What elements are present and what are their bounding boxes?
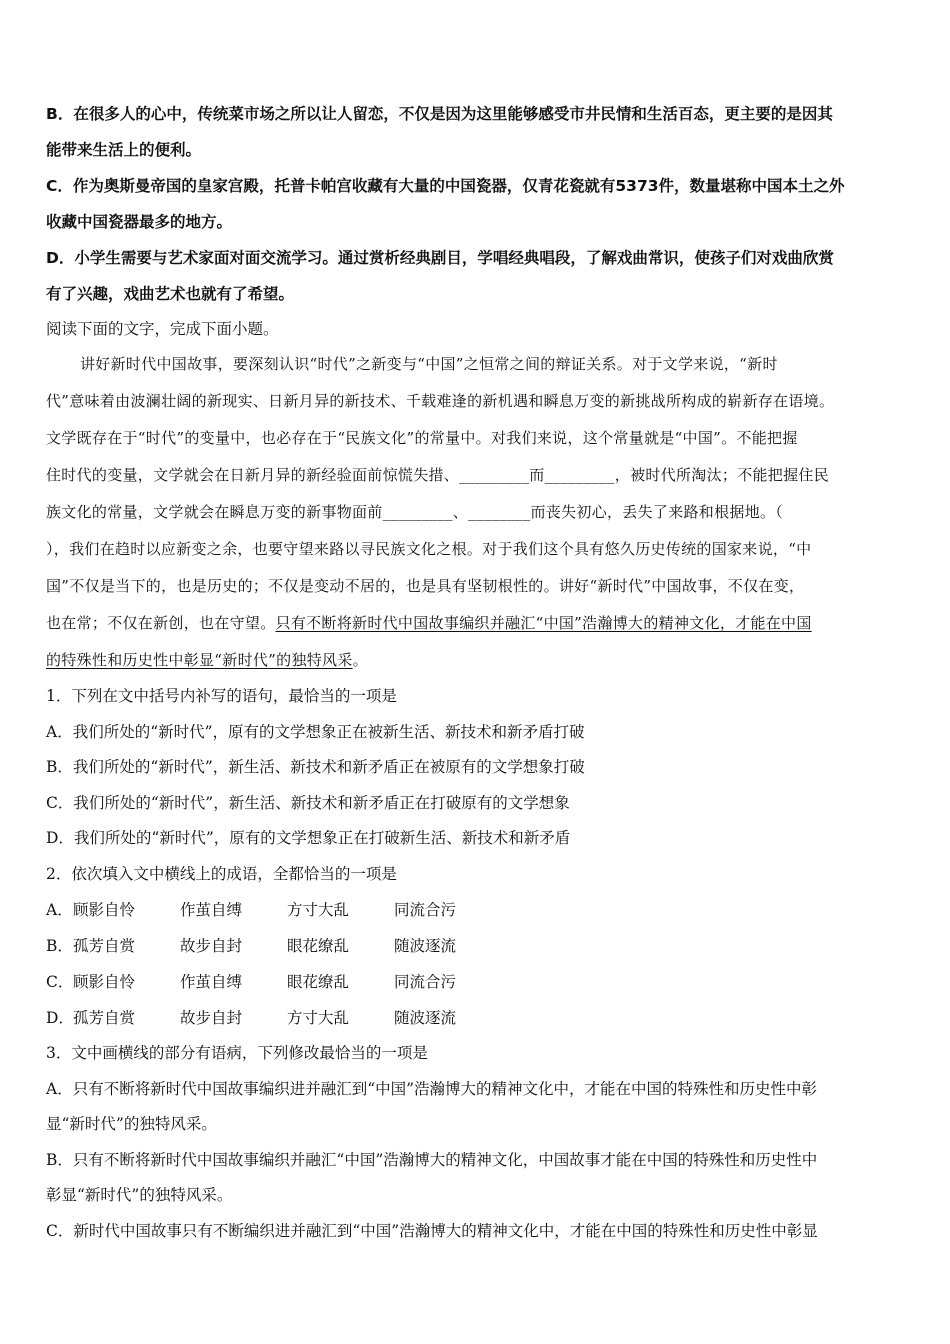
passage-line: 国”不仅是当下的，也是历史的；不仅是变动不居的，也是具有坚韧根性的。讲好“新时代”中国故事，不仅在变，	[46, 577, 805, 595]
question-1	[46, 679, 908, 857]
text-line: 能带来生活上的便利。	[46, 141, 202, 159]
idiom: 随波逐流	[394, 937, 457, 955]
text-line: D．小学生需要与艺术家面对面交流学习。通过赏析经典剧目，学唱经典唱段，了解戏曲常识，使孩子们对戏曲欣赏	[46, 249, 834, 267]
passage-text: 。	[352, 651, 368, 669]
answer-option	[46, 1000, 908, 1036]
text-line: C．作为奥斯曼帝国的皇家宫殿，托普卡帕宫收藏有大量的中国瓷器，仅青花瓷就有5373件，数量堪称中国本土之外	[46, 177, 845, 195]
text-line: B．在很多人的心中，传统菜市场之所以让人留恋，不仅是因为这里能够感受市井民情和生活百态，更主要的是因其	[46, 105, 833, 123]
idiom: 眼花缭乱	[287, 937, 350, 955]
passage-line: 住时代的变量，文学就会在日新月异的新经验面前惊慌失措、_________而_________，被时代所淘汰；不能把握住民	[46, 466, 830, 484]
idiom: 方寸大乱	[287, 1009, 350, 1027]
underlined-sentence: 只有不断将新时代中国故事编织并融汇“中国”浩瀚博大的精神文化，才能在中国	[275, 614, 812, 632]
idiom: 故步自封	[180, 1009, 243, 1027]
idiom: 随波逐流	[394, 1009, 457, 1027]
question-stem: 2．依次填入文中横线上的成语，全都恰当的一项是	[46, 864, 397, 883]
question-stem: 1．下列在文中括号内补写的语句，最恰当的一项是	[46, 687, 397, 705]
option-label: C．	[46, 973, 74, 991]
answer-option: A．我们所处的“新时代”，原有的文学想象正在被新生活、新技术和新矛盾打破	[46, 722, 585, 741]
idiom: 同流合污	[394, 901, 457, 919]
question-2	[46, 857, 908, 1037]
reading-passage	[46, 346, 908, 679]
idiom: 故步自封	[180, 937, 243, 955]
underlined-sentence: 的特殊性和历史性中彰显“新时代”的独特风采	[46, 651, 353, 669]
idiom: 作茧自缚	[180, 901, 243, 919]
answer-option: C．我们所处的“新时代”，新生活、新技术和新矛盾正在打破原有的文学想象	[46, 793, 570, 812]
idiom: 同流合污	[394, 973, 457, 991]
prev-option-c	[46, 168, 908, 240]
document-page	[46, 96, 908, 1249]
answer-option: D．我们所处的“新时代”，原有的文学想象正在打破新生活、新技术和新矛盾	[46, 829, 571, 847]
option-label: A．	[46, 901, 73, 919]
reading-instruction: 阅读下面的文字，完成下面小题。	[46, 320, 279, 338]
idiom: 孤芳自赏	[73, 1009, 136, 1027]
idiom: 作茧自缚	[180, 973, 243, 991]
prev-options	[46, 96, 908, 312]
idiom: 方寸大乱	[287, 901, 350, 919]
passage-line: 族文化的常量，文学就会在瞬息万变的新事物面前_________、________而丧失初心，丢失了来路和根据地。（	[46, 503, 784, 521]
option-label: D．	[46, 1009, 74, 1027]
passage-line: ），我们在趋时以应新变之余，也要守望来路以寻民族文化之根。对于我们这个具有悠久历史传统的国家来说，“中	[46, 540, 812, 558]
passage-text: 也在常；不仅在新创，也在守望。	[46, 614, 276, 632]
prev-option-d	[46, 240, 908, 312]
passage-line	[46, 605, 908, 642]
text-line: 有了兴趣，戏曲艺术也就有了希望。	[46, 285, 295, 303]
answer-option: A．只有不断将新时代中国故事编织进并融汇到“中国”浩瀚博大的精神文化中，才能在中国的特殊性和历史性中彰	[46, 1079, 818, 1098]
question-stem: 3．文中画横线的部分有语病，下列修改最恰当的一项是	[46, 1044, 428, 1062]
answer-option	[46, 892, 908, 928]
passage-line: 讲好新时代中国故事，要深刻认识“时代”之新变与“中国”之恒常之间的辩证关系。对于文学来说，“新时	[80, 355, 778, 373]
answer-option	[46, 928, 908, 964]
option-label: B．	[46, 937, 73, 955]
passage-line	[46, 642, 908, 679]
answer-option-continued: 彰显“新时代”的独特风采。	[46, 1186, 233, 1204]
answer-option: C．新时代中国故事只有不断编织进并融汇到“中国”浩瀚博大的精神文化中，才能在中国的特殊性和历史性中彰显	[46, 1221, 818, 1240]
idiom: 顾影自怜	[73, 901, 136, 919]
answer-option	[46, 964, 908, 1000]
prev-option-b	[46, 96, 908, 168]
idiom: 顾影自怜	[73, 973, 136, 991]
question-3	[46, 1036, 908, 1249]
idiom: 眼花缭乱	[287, 973, 350, 991]
text-line: 收藏中国瓷器最多的地方。	[46, 213, 233, 231]
answer-option: B．只有不断将新时代中国故事编织并融汇“中国”浩瀚博大的精神文化，中国故事才能在中国的特殊性和历史性中	[46, 1150, 818, 1169]
passage-line: 文学既存在于“时代”的变量中，也必存在于“民族文化”的常量中。对我们来说，这个常量就是“中国”。不能把握	[46, 429, 798, 447]
answer-option: B．我们所处的“新时代”，新生活、新技术和新矛盾正在被原有的文学想象打破	[46, 758, 585, 776]
idiom: 孤芳自赏	[73, 937, 136, 955]
passage-line: 代”意味着由波澜壮阔的新现实、日新月异的新技术、千载难逢的新机遇和瞬息万变的新挑战所构成的崭新存在语境。	[46, 392, 835, 410]
answer-option-continued: 显“新时代”的独特风采。	[46, 1115, 217, 1133]
